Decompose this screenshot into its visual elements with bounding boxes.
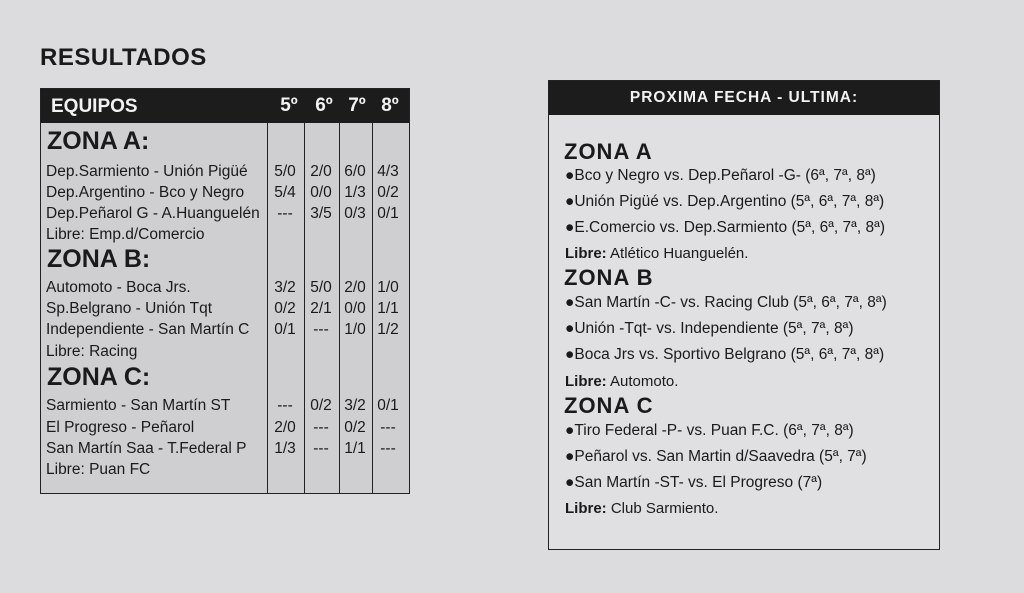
score-cell: --- <box>277 205 293 222</box>
round-header-6: 6º <box>315 95 333 116</box>
round-header-7: 7º <box>348 95 366 116</box>
match-teams: Dep.Peñarol G - A.Huanguelén <box>46 205 260 222</box>
free-team-name: Club Sarmiento. <box>610 500 719 517</box>
fixture-item: ●E.Comercio vs. Dep.Sarmiento (5ª, 6ª, 7ª, 8ª) <box>565 219 886 236</box>
match-teams: Sarmiento - San Martín ST <box>46 397 231 414</box>
free-team-name: Automoto. <box>610 373 679 390</box>
match-teams: El Progreso - Peñarol <box>46 419 195 436</box>
score-cell: --- <box>313 321 329 338</box>
score-cell: 6/0 <box>344 163 366 180</box>
score-cell: 2/1 <box>310 300 332 317</box>
free-team <box>565 245 748 262</box>
free-label: Libre: <box>565 500 607 517</box>
score-cell: 0/1 <box>377 397 399 414</box>
score-cell: 3/2 <box>274 279 296 296</box>
match-teams: Automoto - Boca Jrs. <box>46 279 191 296</box>
score-cell: --- <box>313 440 329 457</box>
score-cell: 1/2 <box>377 321 399 338</box>
zone-heading: ZONA C <box>564 393 654 418</box>
match-teams: Dep.Sarmiento - Unión Pigüé <box>46 163 248 180</box>
score-cell: 5/0 <box>274 163 296 180</box>
fixture-item: ●Boca Jrs vs. Sportivo Belgrano (5ª, 6ª, 7ª, 8ª) <box>565 346 885 363</box>
fixture-item: ●Tiro Federal -P- vs. Puan F.C. (6ª, 7ª, 8ª) <box>565 422 854 439</box>
score-cell: --- <box>277 397 293 414</box>
fixture-item: ●Unión Pigüé vs. Dep.Argentino (5ª, 6ª, 7ª, 8ª) <box>565 193 885 210</box>
free-team: Libre: Puan FC <box>46 461 151 478</box>
zone-heading: ZONA B <box>564 265 654 290</box>
free-team <box>565 373 678 390</box>
score-cell: 0/2 <box>310 397 332 414</box>
fixture-item: ●Bco y Negro vs. Dep.Peñarol -G- (6ª, 7ª, 8ª) <box>565 167 876 184</box>
score-cell: 0/2 <box>344 419 366 436</box>
score-cell: 0/2 <box>377 184 399 201</box>
round-header-8: 8º <box>381 95 399 116</box>
next-date-box <box>548 80 940 550</box>
zone-heading: ZONA A <box>564 139 653 164</box>
zone-heading: ZONA A: <box>47 127 150 155</box>
match-teams: San Martín Saa - T.Federal P <box>46 440 247 457</box>
free-team: Libre: Racing <box>46 343 138 360</box>
score-cell: 3/5 <box>310 205 332 222</box>
score-cell: 3/2 <box>344 397 366 414</box>
match-teams: Dep.Argentino - Bco y Negro <box>46 184 245 201</box>
free-label: Libre: <box>565 373 607 390</box>
score-cell: 1/1 <box>344 440 366 457</box>
score-cell: 0/2 <box>274 300 296 317</box>
score-cell: --- <box>313 419 329 436</box>
score-cell: 0/0 <box>310 184 332 201</box>
score-cell: --- <box>380 419 396 436</box>
match-teams: Independiente - San Martín C <box>46 321 250 338</box>
results-table <box>40 88 410 494</box>
score-cell: 5/4 <box>274 184 296 201</box>
score-cell: 4/3 <box>377 163 399 180</box>
score-cell: 1/0 <box>344 321 366 338</box>
next-date-header: PROXIMA FECHA - ULTIMA: <box>549 81 939 115</box>
round-header-5: 5º <box>280 95 298 116</box>
score-cell: 2/0 <box>344 279 366 296</box>
page-title: RESULTADOS <box>40 44 207 71</box>
score-cell: 1/1 <box>377 300 399 317</box>
score-cell: 1/3 <box>274 440 296 457</box>
teams-column-header: EQUIPOS <box>51 96 138 117</box>
fixture-item: ●San Martín -ST- vs. El Progreso (7ª) <box>565 474 823 491</box>
free-label: Libre: <box>565 245 607 262</box>
score-cell: 1/3 <box>344 184 366 201</box>
match-teams: Sp.Belgrano - Unión Tqt <box>46 300 213 317</box>
score-cell: 0/0 <box>344 300 366 317</box>
free-team <box>565 500 718 517</box>
zone-heading: ZONA C: <box>47 363 151 391</box>
fixture-item: ●Unión -Tqt- vs. Independiente (5ª, 7ª, 8ª) <box>565 320 854 337</box>
zone-heading: ZONA B: <box>47 245 151 273</box>
fixture-item: ●San Martín -C- vs. Racing Club (5ª, 6ª, 7ª, 8ª) <box>565 294 887 311</box>
free-team: Libre: Emp.d/Comercio <box>46 226 205 243</box>
score-cell: 2/0 <box>310 163 332 180</box>
fixture-item: ●Peñarol vs. San Martin d/Saavedra (5ª, 7ª) <box>565 448 867 465</box>
score-cell: 2/0 <box>274 419 296 436</box>
score-cell: 0/1 <box>274 321 296 338</box>
score-cell: 5/0 <box>310 279 332 296</box>
score-cell: 0/3 <box>344 205 366 222</box>
results-header <box>41 89 409 123</box>
score-cell: 1/0 <box>377 279 399 296</box>
free-team-name: Atlético Huanguelén. <box>610 245 749 262</box>
score-cell: 0/1 <box>377 205 399 222</box>
score-cell: --- <box>380 440 396 457</box>
